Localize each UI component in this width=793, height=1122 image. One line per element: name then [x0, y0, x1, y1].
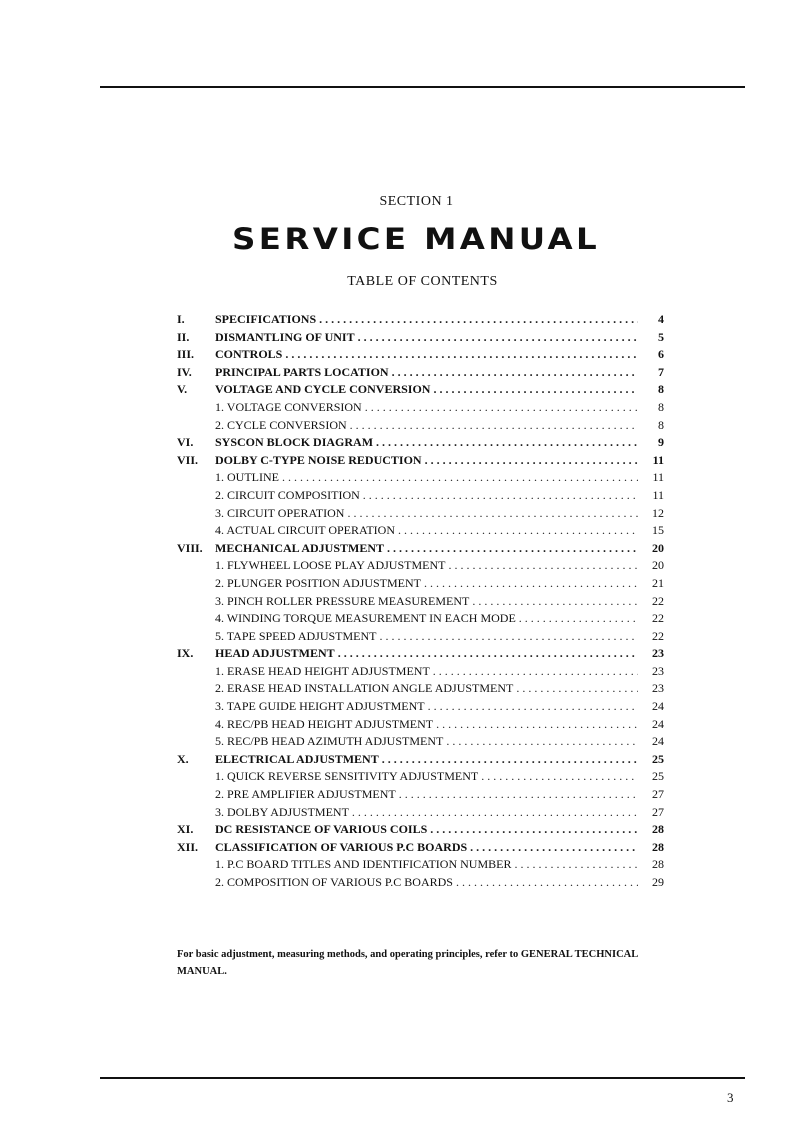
toc-leader-dots [428, 698, 638, 716]
toc-leader-dots [472, 593, 638, 611]
toc-entry-page: 28 [652, 857, 664, 872]
toc-leader-dots [456, 874, 638, 892]
toc-entry-page: 7 [658, 364, 664, 379]
toc-entry-number [177, 557, 215, 575]
toc-entry-number: VII. [177, 452, 199, 467]
toc-leader-dots [365, 399, 638, 417]
toc-entry-page: 22 [652, 611, 664, 626]
bottom-rule [100, 1077, 745, 1079]
toc-entry-number [177, 399, 215, 417]
toc-entry [177, 645, 664, 663]
toc-entry-number [177, 680, 215, 698]
toc-entry [177, 628, 664, 646]
toc-entry-label: 4. ACTUAL CIRCUIT OPERATION [215, 523, 396, 538]
toc-entry-label: 1. VOLTAGE CONVERSION [215, 399, 362, 414]
toc-entry-label: 2. ERASE HEAD INSTALLATION ANGLE ADJUSTMENT [215, 681, 514, 696]
toc-leader-dots [446, 733, 638, 751]
toc-entry-page: 21 [652, 575, 664, 590]
toc-entry-label: 1. ERASE HEAD HEIGHT ADJUSTMENT [215, 663, 430, 678]
toc-entry [177, 505, 664, 523]
toc-entry-number: IV. [177, 364, 192, 379]
toc-entry-label: VOLTAGE AND CYCLE CONVERSION [215, 382, 431, 397]
toc-entry-label: ELECTRICAL ADJUSTMENT [215, 751, 379, 766]
toc-leader-dots [319, 311, 638, 329]
toc-entry [177, 399, 664, 417]
toc-leader-dots [350, 417, 638, 435]
toc-leader-dots [430, 821, 638, 839]
toc-leader-dots [433, 381, 638, 399]
toc-entry-number [177, 733, 215, 751]
toc-entry-number [177, 417, 215, 435]
toc-leader-dots [424, 575, 638, 593]
toc-entry-page: 20 [652, 540, 664, 555]
toc-entry-number [177, 804, 215, 822]
toc-entry-number: I. [177, 312, 185, 326]
toc-entry-label: 4. REC/PB HEAD HEIGHT ADJUSTMENT [215, 716, 434, 731]
toc-leader-dots [376, 434, 638, 452]
toc-entry-page: 9 [658, 435, 664, 450]
toc-entry-number: II. [177, 329, 190, 344]
toc-entry-number: IX. [177, 646, 194, 661]
toc-entry-page: 20 [652, 558, 664, 573]
toc-entry-page: 23 [652, 646, 664, 661]
toc-entry-label: 2. COMPOSITION OF VARIOUS P.C BOARDS [215, 875, 453, 889]
toc-entry-page: 28 [652, 822, 664, 837]
toc-leader-dots [519, 610, 638, 628]
toc-entry-number [177, 786, 215, 804]
toc-leader-dots [514, 856, 638, 874]
toc-entry-page: 25 [652, 769, 664, 784]
toc-entry-label: 1. QUICK REVERSE SENSITIVITY ADJUSTMENT [215, 769, 479, 784]
toc-leader-dots [433, 663, 638, 681]
toc-leader-dots [425, 452, 638, 470]
toc-entry [177, 557, 664, 575]
toc-entry-number: VI. [177, 435, 194, 450]
toc-entry-number [177, 698, 215, 716]
toc-entry-number [177, 628, 215, 646]
toc-entry-page: 8 [658, 399, 664, 414]
table-of-contents [177, 311, 664, 892]
toc-entry [177, 698, 664, 716]
toc-entry [177, 839, 664, 857]
toc-entry-number [177, 522, 215, 540]
toc-entry-number [177, 768, 215, 786]
toc-entry-label: CLASSIFICATION OF VARIOUS P.C BOARDS [215, 839, 468, 854]
toc-entry [177, 434, 664, 452]
toc-entry-page: 8 [658, 417, 664, 432]
toc-entry [177, 540, 664, 558]
toc-entry-label: 5. REC/PB HEAD AZIMUTH ADJUSTMENT [215, 734, 444, 749]
toc-entry-page: 22 [652, 628, 664, 643]
toc-entry-label: 3. DOLBY ADJUSTMENT [215, 804, 349, 819]
toc-entry [177, 751, 664, 769]
toc-entry [177, 874, 664, 892]
toc-leader-dots [387, 540, 638, 558]
toc-entry-number [177, 663, 215, 681]
toc-entry [177, 381, 664, 399]
document-title: SERVICE MANUAL [232, 222, 601, 256]
toc-entry-page: 11 [652, 452, 664, 467]
toc-entry-page: 24 [652, 734, 664, 749]
toc-entry-label: 2. CIRCUIT COMPOSITION [215, 487, 360, 502]
page-number: 3 [727, 1090, 734, 1105]
toc-entry [177, 593, 664, 611]
toc-entry [177, 716, 664, 734]
toc-entry [177, 487, 664, 505]
toc-leader-dots [398, 522, 638, 540]
toc-leader-dots [516, 680, 638, 698]
toc-entry-page: 11 [652, 470, 664, 485]
toc-entry-number: VIII. [177, 540, 203, 555]
toc-entry [177, 786, 664, 804]
toc-leader-dots [399, 786, 638, 804]
toc-entry-label: 3. TAPE GUIDE HEIGHT ADJUSTMENT [215, 699, 425, 714]
toc-leader-dots [358, 329, 638, 347]
toc-leader-dots [382, 751, 638, 769]
toc-entry-page: 27 [652, 804, 664, 819]
toc-entry [177, 452, 664, 470]
toc-entry-number [177, 610, 215, 628]
toc-entry-number [177, 487, 215, 505]
toc-entry [177, 364, 664, 382]
toc-entry [177, 680, 664, 698]
toc-entry-number: XI. [177, 822, 194, 837]
toc-entry-number [177, 856, 215, 874]
toc-entry-number [177, 575, 215, 593]
toc-entry-page: 15 [652, 523, 664, 538]
toc-entry-page: 5 [658, 329, 664, 344]
toc-entry-label: DISMANTLING OF UNIT [215, 329, 355, 344]
toc-leader-dots [448, 557, 638, 575]
toc-heading: TABLE OF CONTENTS [347, 274, 498, 289]
toc-leader-dots [380, 628, 638, 646]
toc-leader-dots [470, 839, 638, 857]
section-heading: SECTION 1 [379, 194, 454, 209]
toc-entry-label: 1. P.C BOARD TITLES AND IDENTIFICATION NUMBER [215, 857, 512, 872]
toc-entry-page: 24 [652, 699, 664, 714]
toc-entry-label: SYSCON BLOCK DIAGRAM [215, 435, 374, 450]
toc-entry-number: V. [177, 382, 188, 397]
toc-entry-number [177, 505, 215, 523]
toc-entry-page: 12 [652, 505, 664, 520]
toc-entry-page: 6 [658, 347, 664, 362]
toc-entry-page: 24 [652, 716, 664, 731]
toc-entry-label: SPECIFICATIONS [215, 312, 317, 326]
toc-entry [177, 469, 664, 487]
toc-leader-dots [338, 645, 638, 663]
toc-entry-number [177, 874, 215, 892]
toc-entry-page: 23 [652, 663, 664, 678]
toc-leader-dots [481, 768, 638, 786]
toc-entry-label: MECHANICAL ADJUSTMENT [215, 540, 385, 555]
toc-entry-page: 28 [652, 839, 664, 854]
toc-entry-label: 1. OUTLINE [215, 470, 279, 485]
toc-entry-number [177, 716, 215, 734]
toc-entry-label: 2. PRE AMPLIFIER ADJUSTMENT [215, 787, 396, 802]
toc-entry-page: 23 [652, 681, 664, 696]
toc-entry-label: 5. TAPE SPEED ADJUSTMENT [215, 628, 377, 643]
toc-leader-dots [282, 469, 638, 487]
toc-leader-dots [352, 804, 638, 822]
toc-entry [177, 311, 664, 329]
toc-entry-page: 29 [652, 875, 664, 889]
toc-entry-label: 2. CYCLE CONVERSION [215, 417, 347, 432]
toc-entry-number: III. [177, 347, 195, 362]
toc-entry-label: 4. WINDING TORQUE MEASUREMENT IN EACH MODE [215, 611, 516, 626]
toc-entry [177, 663, 664, 681]
toc-entry [177, 804, 664, 822]
toc-entry [177, 821, 664, 839]
toc-entry-number: X. [177, 751, 189, 766]
toc-entry [177, 329, 664, 347]
toc-entry [177, 575, 664, 593]
toc-leader-dots [347, 505, 638, 523]
reference-note: For basic adjustment, measuring methods, and operating principles, refer to GENERAL TECHNICAL MANUAL. [177, 949, 638, 977]
toc-entry-page: 22 [652, 593, 664, 608]
toc-entry-label: 2. PLUNGER POSITION ADJUSTMENT [215, 575, 422, 590]
toc-leader-dots [392, 364, 638, 382]
toc-entry-label: DC RESISTANCE OF VARIOUS COILS [215, 822, 428, 837]
toc-entry [177, 768, 664, 786]
toc-entry-page: 27 [652, 787, 664, 802]
toc-entry [177, 417, 664, 435]
toc-entry-number [177, 593, 215, 611]
toc-entry-page: 8 [658, 382, 664, 397]
toc-entry [177, 610, 664, 628]
toc-entry [177, 522, 664, 540]
toc-entry-page: 11 [652, 487, 664, 502]
toc-entry [177, 346, 664, 364]
toc-entry-label: 1. FLYWHEEL LOOSE PLAY ADJUSTMENT [215, 558, 446, 573]
toc-entry-label: 3. CIRCUIT OPERATION [215, 505, 345, 520]
toc-leader-dots [363, 487, 638, 505]
toc-entry-label: CONTROLS [215, 347, 283, 362]
toc-entry [177, 733, 664, 751]
toc-leader-dots [285, 346, 638, 364]
toc-entry [177, 856, 664, 874]
toc-entry-label: DOLBY C-TYPE NOISE REDUCTION [215, 452, 422, 467]
top-rule [100, 86, 745, 88]
toc-entry-number [177, 469, 215, 487]
toc-leader-dots [436, 716, 638, 734]
toc-entry-label: HEAD ADJUSTMENT [215, 646, 335, 661]
toc-entry-label: PRINCIPAL PARTS LOCATION [215, 364, 389, 379]
toc-entry-number: XII. [177, 839, 199, 854]
toc-entry-page: 4 [658, 312, 664, 326]
toc-entry-label: 3. PINCH ROLLER PRESSURE MEASUREMENT [215, 593, 470, 608]
toc-entry-page: 25 [652, 751, 664, 766]
